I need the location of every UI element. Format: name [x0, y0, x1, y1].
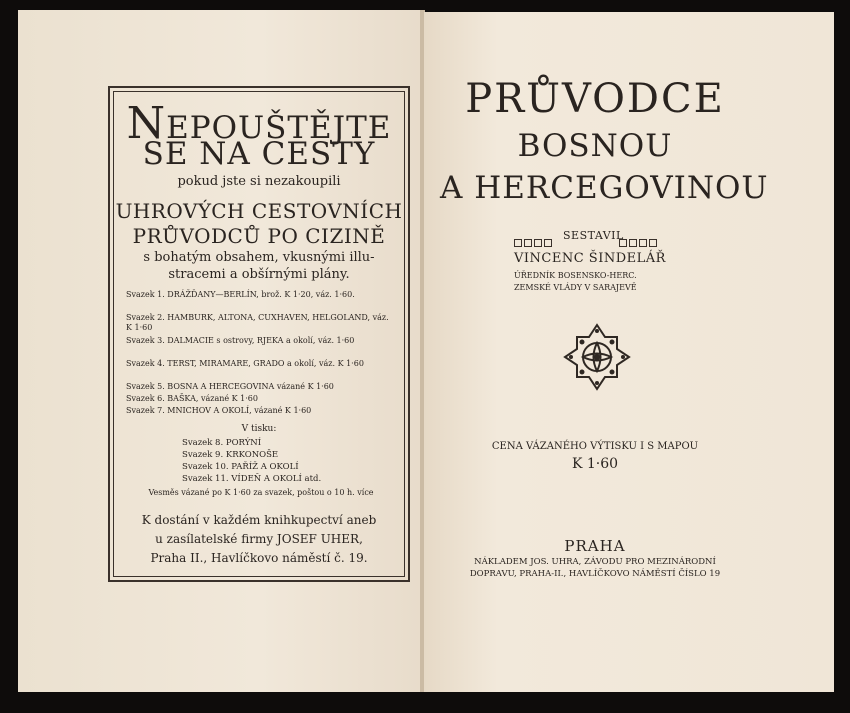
volume-item: Svazek 5. BOSNA A HERCEGOVINA vázané K 1·60 [126, 382, 334, 391]
volume-item: Svazek 4. TERST, MIRAMARE, GRADO a okolí, váz. K 1·60 [126, 359, 364, 368]
ad-series-title-line2: PRŮVODCŮ PO CIZINĚ [132, 224, 386, 248]
ad-footer-line2: u zasílatelské firmy JOSEF UHER, [155, 532, 363, 546]
ad-heading-initial: N [126, 98, 167, 149]
ad-description-line2: stracemi a obšírnými plány. [168, 267, 350, 282]
ad-series-title-line1: UHROVÝCH CESTOVNÍCH [115, 199, 403, 223]
volume-item: Svazek 1. DRÁŽĎANY—BERLÍN, brož. K 1·20, váz. 1·60. [126, 290, 355, 299]
book-title: PRŮVODCE [465, 76, 725, 122]
author-role-line1: ÚŘEDNÍK BOSENSKO-HERC. [514, 271, 637, 280]
publisher-line1: NÁKLADEM JOS. UHRA, ZÁVODU PRO MEZINÁRODNÍ [474, 557, 716, 567]
volume-item: Svazek 3. DALMACIE s ostrovy, RJEKA a okolí, váz. 1·60 [126, 336, 355, 345]
author-role-line2: ZEMSKÉ VLÁDY V SARAJEVĚ [514, 283, 637, 292]
ad-heading-rest: EPOUŠTĚJTE [166, 110, 392, 146]
in-print-label: V tisku: [241, 424, 277, 434]
volume-item: Svazek 7. MNICHOV A OKOLÍ, vázané K 1·60 [126, 406, 312, 415]
book-subtitle-line2: A HERCEGOVINOU [440, 170, 769, 206]
ad-footer-line3: Praha II., Havlíčkovo náměstí č. 19. [150, 551, 368, 565]
ornament-squares-left [514, 232, 554, 241]
compiled-by-label: SESTAVIL [563, 229, 624, 242]
in-print-item: Svazek 9. KRKONOŠE [182, 450, 279, 460]
price-label: CENA VÁZANÉHO VÝTISKU I S MAPOU [491, 441, 699, 452]
in-print-item: Svazek 11. VÍDEŇ A OKOLÍ atd. [182, 474, 322, 484]
in-print-item: Svazek 10. PAŘÍŽ A OKOLÍ [182, 462, 299, 472]
ornament-squares-right [619, 232, 659, 241]
volume-item: Svazek 6. BAŠKA, vázané K 1·60 [126, 394, 258, 403]
ad-footer-line1: K dostání v každém knihkupectví aneb [141, 513, 377, 527]
ad-subline: pokud jste si nezakoupili [177, 174, 341, 189]
book-subtitle-line1: BOSNOU [517, 128, 673, 164]
ad-heading-line2: SE NA CESTY [142, 136, 376, 172]
ad-description-line1: s bohatým obsahem, vkusnými illu- [143, 250, 375, 265]
price-value: K 1·60 [571, 456, 619, 472]
publisher-line2: DOPRAVU, PRAHA-II., HAVLÍČKOVO NÁMĚSTÍ ČÍSLO 19 [469, 569, 721, 579]
decorative-ornament-icon [562, 322, 632, 392]
ad-price-note: Vesměs vázané po K 1·60 za svazek, poštou o 10 h. více [148, 488, 374, 497]
volume-item: Svazek 2. HAMBURK, ALTONA, CUXHAVEN, HELGOLAND, váz. K 1·60 [126, 313, 389, 332]
in-print-item: Svazek 8. PORÝNÍ [182, 438, 262, 448]
author-name: VINCENC ŠINDELÁŘ [514, 251, 666, 266]
advertisement-box [108, 86, 410, 582]
publication-city: PRAHA [564, 537, 626, 555]
